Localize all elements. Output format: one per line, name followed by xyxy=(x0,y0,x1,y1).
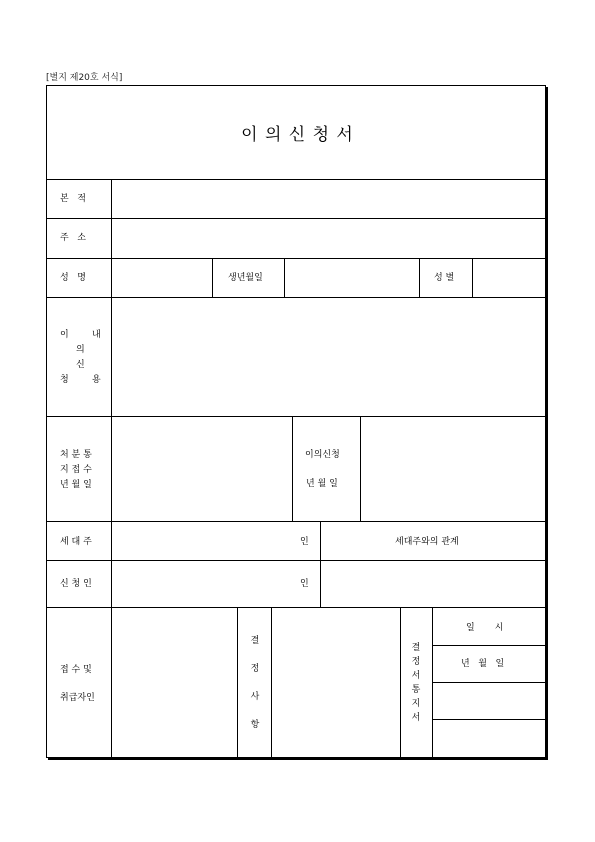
notice-receipt-label-2: 지 접 수 xyxy=(60,465,92,475)
householder-label: 세 대 주 xyxy=(60,537,92,547)
divider xyxy=(237,607,238,758)
notice-receipt-label-3: 년 월 일 xyxy=(60,480,92,490)
decision-char-4: 항 xyxy=(250,720,260,730)
divider xyxy=(46,607,546,608)
decision-char-3: 사 xyxy=(250,692,260,702)
objection-char-4: 청 xyxy=(60,375,69,385)
objection-char-3: 신 xyxy=(76,360,85,370)
applicant-seal: 인 xyxy=(300,579,309,589)
notice-doc-char-2: 정 xyxy=(411,657,421,667)
householder-seal: 인 xyxy=(300,537,309,547)
decision-char-1: 결 xyxy=(250,636,260,646)
content-char-1: 내 xyxy=(92,330,101,340)
form-number-label: [별지 제20호 서식] xyxy=(46,73,123,83)
form-frame xyxy=(46,85,546,758)
sex-label: 성 별 xyxy=(434,273,455,283)
divider xyxy=(432,682,546,683)
divider xyxy=(46,297,546,298)
form-title: 이 의 신 청 서 xyxy=(241,125,354,145)
divider xyxy=(432,719,546,720)
divider xyxy=(111,179,112,758)
objection-date-label-2: 년 월 일 xyxy=(306,479,338,489)
notice-doc-char-1: 결 xyxy=(411,643,421,653)
birth-date-label: 생년월일 xyxy=(228,273,263,283)
divider xyxy=(292,416,293,521)
divider xyxy=(46,416,546,417)
notice-doc-char-5: 지 xyxy=(411,699,421,709)
divider xyxy=(472,258,473,297)
notice-receipt-label-1: 처 분 통 xyxy=(60,450,92,460)
divider xyxy=(284,258,285,297)
divider xyxy=(271,607,272,758)
divider xyxy=(46,218,546,219)
objection-char-1: 이 xyxy=(60,330,69,340)
receipt-label-2: 취급자인 xyxy=(60,693,95,703)
divider xyxy=(46,521,546,522)
domicile-label: 본 적 xyxy=(60,194,86,204)
notice-doc-char-6: 서 xyxy=(411,713,421,723)
decision-char-2: 정 xyxy=(250,664,260,674)
divider xyxy=(432,645,546,646)
address-label: 주 소 xyxy=(60,233,86,243)
datetime-label: 일 시 xyxy=(466,623,504,633)
divider xyxy=(360,416,361,521)
objection-date-label-1: 이의신청 xyxy=(305,450,340,460)
divider xyxy=(320,521,321,607)
divider xyxy=(400,607,401,758)
name-label: 성 명 xyxy=(60,273,86,283)
divider xyxy=(432,607,433,758)
notice-doc-char-4: 통 xyxy=(411,685,421,695)
divider xyxy=(419,258,420,297)
content-char-2: 용 xyxy=(92,375,101,385)
receipt-label-1: 접 수 및 xyxy=(60,665,92,675)
divider xyxy=(46,258,546,259)
frame-shadow-bottom xyxy=(48,758,548,760)
objection-char-2: 의 xyxy=(76,345,85,355)
divider xyxy=(212,258,213,297)
householder-relation-label: 세대주와의 관계 xyxy=(395,537,459,547)
applicant-label: 신 청 인 xyxy=(60,579,92,589)
divider xyxy=(46,560,546,561)
notice-doc-char-3: 서 xyxy=(411,671,421,681)
divider xyxy=(46,179,546,180)
frame-shadow-right xyxy=(546,87,548,760)
ymd-label: 년 월 일 xyxy=(461,659,505,669)
